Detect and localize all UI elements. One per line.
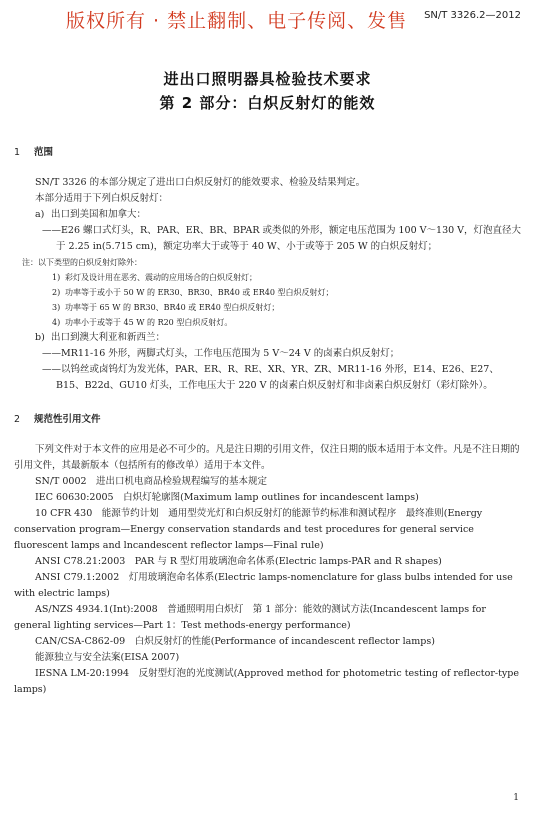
section-title: 规范性引用文件	[34, 414, 101, 425]
document-subtitle: 第 2 部分：白炽反射灯的能效	[159, 94, 376, 112]
note-item	[14, 315, 522, 330]
paragraph: 下列文件对于本文件的应用是必不可少的。凡是注日期的引用文件，仅注日期的版本适用于本文件。凡是不注日期的引用文件，其最新版本（包括所有的修改单）适用于本文件。	[14, 444, 520, 471]
note-text: 功率等于 65 W 的 BR30、BR40 或 ER40 型白炽反射灯；	[65, 303, 280, 312]
paragraph: 本部分适用于下列白炽反射灯：	[35, 193, 169, 204]
list-subitem: ——MR11-16 外形，两脚式灯头，工作电压范围为 5 V～24 V 的卤素白炽反射灯；	[42, 348, 400, 359]
reference-entry: CAN/CSA-C862-09 白炽反射灯的性能(Performance of incandescent reflector lamps)	[35, 636, 435, 647]
list-label: b)	[35, 332, 45, 343]
reference-entry: 能源独立与安全法案(EISA 2007)	[35, 652, 180, 663]
note-text: 功率等于或小于 50 W 的 ER30、BR30、BR40 或 ER40 型白炽反射灯；	[65, 288, 334, 297]
list-text: 出口到澳大利亚和新西兰：	[51, 332, 166, 343]
list-subitem: ——以钨丝或卤钨灯为发光体，PAR、ER、R、RE、XR、YR、ZR、MR11-16 外形，E14、E26、E27、B15、B22d、GU10 灯头，工作电压大于 220 V 的卤素白炽反射灯和非卤素白炽反射灯（彩灯除外）。	[42, 364, 499, 391]
note-item	[14, 300, 522, 315]
reference-entry: ANSI C79.1:2002 灯用玻璃泡命名体系(Electric lamps-nomenclature for glass bulbs intended for use with electric lamps)	[14, 572, 513, 599]
reference-entry: SN/T 0002 进出口机电商品检验规程编写的基本规定	[35, 476, 268, 487]
reference-entry: AS/NZS 4934.1(Int):2008 普通照明用白炽灯 第 1 部分：能效的测试方法(Incandescent lamps for general lighting services—Part 1：Test methods-energy performance)	[14, 604, 486, 631]
list-item-b	[14, 330, 522, 346]
note-heading: 注：以下类型的白炽反射灯除外：	[22, 258, 142, 267]
copyright-watermark: 版权所有 · 禁止翻制、电子传阅、发售	[66, 10, 408, 32]
section-number: 2	[14, 414, 21, 425]
section-number: 1	[14, 147, 21, 158]
section-title: 范围	[34, 147, 54, 158]
document-title: 进出口照明器具检验技术要求	[163, 70, 372, 88]
note-text: 功率小于或等于 45 W 的 R20 型白炽反射灯。	[65, 318, 233, 327]
list-subitem: ——E26 螺口式灯头，R、PAR、ER、BR、BPAR 或类似的外形，额定电压范围为 100 V～130 V，灯泡直径大于 2.25 in(5.715 cm)，额定功率大于或等于 40 W、小于或等于 205 W 的白炽反射灯；	[42, 225, 522, 252]
reference-entry: IESNA LM-20:1994 反射型灯泡的光度测试(Approved method for photometric testing of reflector-type lamps)	[14, 668, 519, 695]
note-number: 3)	[52, 303, 61, 312]
reference-entry: ANSI C78.21:2003 PAR 与 R 型灯用玻璃泡命名体系(Electric lamps-PAR and R shapes)	[35, 556, 442, 567]
note-number: 2)	[52, 288, 61, 297]
document-body	[14, 145, 522, 698]
section-2-heading	[14, 412, 522, 428]
section-1-heading	[14, 145, 522, 161]
note-item	[14, 270, 522, 285]
note-item	[14, 285, 522, 300]
note-text: 彩灯及设计用在恶劣、震动的应用场合的白炽反射灯；	[65, 273, 257, 282]
note-number: 1)	[52, 273, 61, 282]
document-id: SN/T 3326.2—2012	[424, 10, 521, 21]
list-label: a)	[35, 209, 45, 220]
reference-entry: IEC 60630:2005 白炽灯轮廓图(Maximum lamp outlines for incandescent lamps)	[35, 492, 419, 503]
reference-entry: 10 CFR 430 能源节约计划 通用型荧光灯和白炽反射灯的能源节约标准和测试程序 最终准则(Energy conservation program—Energy conservation standards and test procedures for general service fluorescent lamps and lncandescent reflector lamps—Final rule)	[14, 508, 483, 551]
paragraph: SN/T 3326 的本部分规定了进出口白炽反射灯的能效要求、检验及结果判定。	[35, 177, 366, 188]
list-item-a	[14, 207, 522, 223]
note-number: 4)	[52, 318, 61, 327]
page-number: 1	[513, 793, 519, 803]
list-text: 出口到美国和加拿大：	[51, 209, 147, 220]
